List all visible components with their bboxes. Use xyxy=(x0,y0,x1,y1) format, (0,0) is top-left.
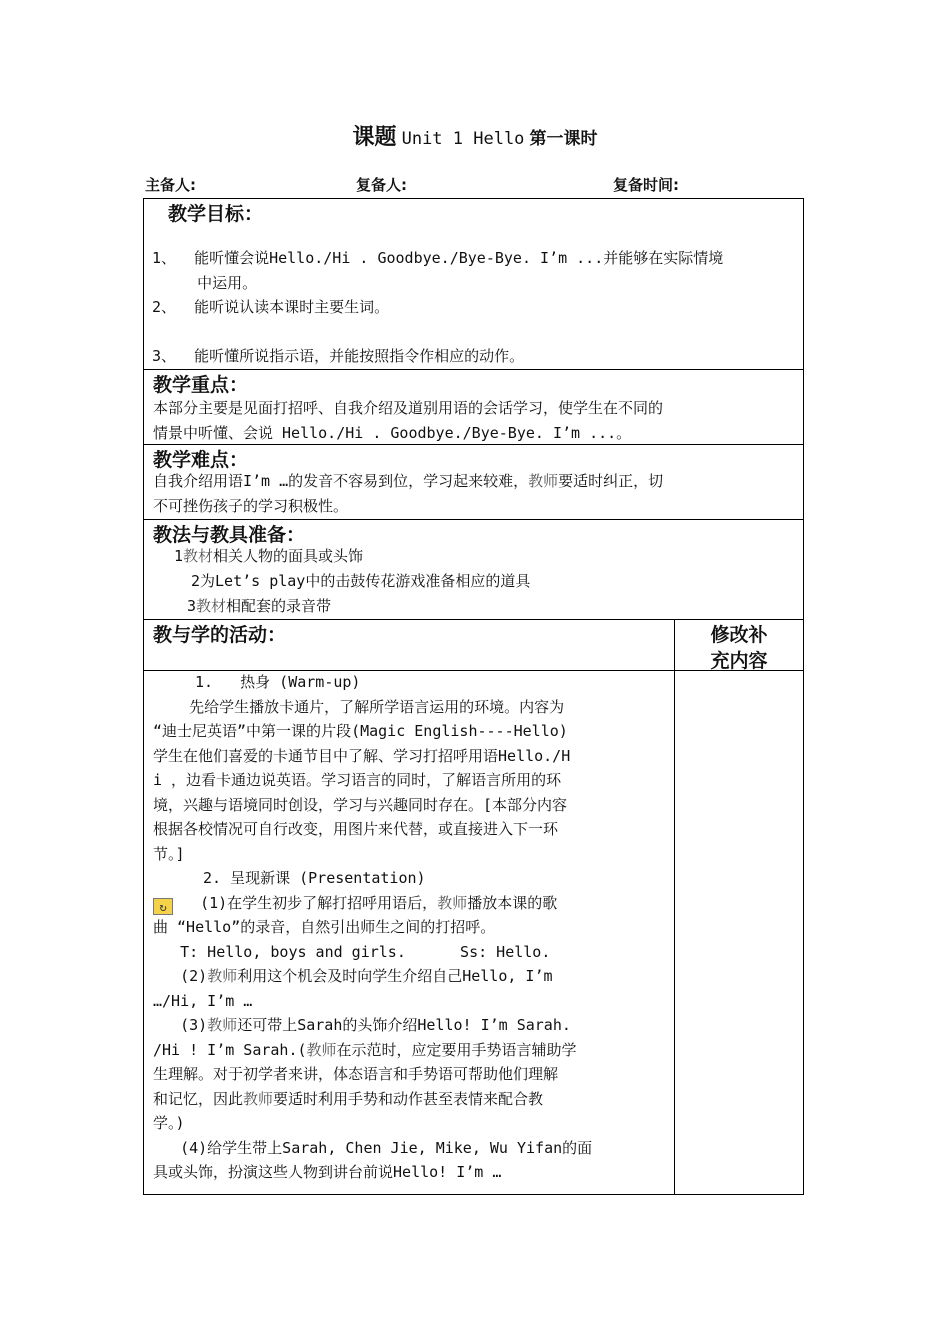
presentation-text: 和记忆，因此 xyxy=(153,1089,244,1108)
presentation-text: 还可带上Sarah的头饰介绍Hello! I’m Sarah. xyxy=(237,1016,571,1034)
presentation-text: 播放本课的歌 xyxy=(467,893,558,912)
warmup-paragraph-line: 境，兴趣与语境同时创设，学习与兴趣同时存在。[本部分内容 xyxy=(153,795,568,814)
warmup-paragraph-line: 节。] xyxy=(153,844,185,863)
notes-heading xyxy=(676,622,802,674)
objective-item: 1、 能听懂会说Hello./Hi . Goodbye./Bye-Bye. I’m ...并能够在实际情境 xyxy=(152,249,724,267)
difficulties-line xyxy=(153,469,663,494)
methods-text-part: 教材 xyxy=(196,597,227,615)
methods-section xyxy=(143,519,804,620)
key-points-heading: 教学重点： xyxy=(153,374,249,396)
presentation-text: (2) xyxy=(153,967,208,985)
difficulties-text-part: 教师 xyxy=(528,472,559,490)
review-time-label: 复备时间: xyxy=(613,176,679,194)
audio-clip-icon: ↻ xyxy=(153,898,173,915)
presentation-text: 教师 xyxy=(306,1040,337,1059)
objective-item: 3、 能听懂所说指示语，并能按照指令作相应的动作。 xyxy=(152,346,525,365)
presentation-text: 教师 xyxy=(207,967,238,985)
presentation-text: 在示范时，应定要用手势语言辅助学 xyxy=(336,1040,577,1059)
difficulties-text-part: 自我介绍用语I’m …的发音不容易到位，学习起来较难， xyxy=(153,472,529,490)
title-unit: Unit 1 Hello xyxy=(401,129,525,149)
methods-item: 2为Let’s play中的击鼓传花游戏准备相应的道具 xyxy=(191,572,531,590)
presentation-text: 教师 xyxy=(437,893,468,912)
presentation-line: 具或头饰，扮演这些人物到讲台前说Hello! I’m … xyxy=(153,1163,502,1181)
lesson-title xyxy=(0,120,950,151)
difficulties-line: 不可挫伤孩子的学习积极性。 xyxy=(153,496,349,515)
key-points-text xyxy=(153,396,663,445)
title-prefix: 课题 xyxy=(352,125,397,150)
warmup-paragraph-line: i ，边看卡通边说英语。学习语言的同时，了解语言所用的环 xyxy=(153,771,562,789)
activities-body xyxy=(153,670,673,1185)
key-points-line: 情景中听懂、会说 Hello./Hi . Goodbye./Bye-Bye. I’m ...。 xyxy=(153,423,632,442)
presentation-title: 2. 呈现新课 (Presentation) xyxy=(203,869,426,887)
difficulties-text xyxy=(153,469,663,518)
difficulties-text-part: 要适时纠正，切 xyxy=(558,472,664,490)
presentation-line xyxy=(153,891,673,916)
difficulties-section xyxy=(143,444,804,520)
lead-preparer-label: 主备人: xyxy=(145,176,196,194)
presentation-line xyxy=(153,1087,673,1112)
presentation-text: /Hi ! I’m Sarah.( xyxy=(153,1040,307,1059)
objective-item: 中运用。 xyxy=(152,273,258,292)
methods-heading: 教法与教具准备： xyxy=(153,524,306,546)
presentation-text: 利用这个机会及时向学生介绍自己Hello, I’m xyxy=(237,967,553,985)
objective-item: 2、 能听说认读本课时主要生词。 xyxy=(152,298,390,316)
presentation-line xyxy=(153,1038,673,1063)
key-points-line: 本部分主要是见面打招呼、自我介绍及道别用语的会话学习，使学生在不同的 xyxy=(153,399,664,417)
notes-column xyxy=(674,619,804,1194)
methods-number: 1 xyxy=(174,547,184,565)
notes-heading-line: 修改补 xyxy=(710,624,768,646)
presentation-text: 要适时利用手势和动作甚至表情来配合教 xyxy=(273,1089,544,1108)
presentation-line: 学。) xyxy=(153,1114,185,1132)
key-points-section xyxy=(143,369,804,445)
presentation-line xyxy=(153,964,673,989)
notes-heading-line: 充内容 xyxy=(710,650,768,672)
presentation-line: (4)给学生带上Sarah, Chen Jie, Mike, Wu Yifan的面 xyxy=(153,1138,593,1157)
methods-text-part: 教材 xyxy=(183,547,214,565)
warmup-title: 1. 热身 (Warm-up) xyxy=(195,673,361,691)
activities-heading: 教与学的活动： xyxy=(153,624,287,646)
objectives-list xyxy=(152,246,723,368)
methods-text-part: 相配套的录音带 xyxy=(226,597,332,615)
methods-item xyxy=(187,594,331,619)
presentation-line xyxy=(153,1013,673,1038)
dialog-line: T: Hello, boys and girls. Ss: Hello. xyxy=(153,942,551,961)
methods-text-part: 相关人物的面具或头饰 xyxy=(213,547,364,565)
warmup-paragraph-line: 先给学生播放卡通片，了解所学语言运用的环境。内容为 xyxy=(153,697,565,716)
presentation-text: (3) xyxy=(153,1016,208,1034)
methods-item xyxy=(174,544,363,569)
methods-number: 3 xyxy=(187,597,197,615)
title-suffix: 第一课时 xyxy=(529,129,598,149)
warmup-paragraph-line: 学生在他们喜爱的卡通节目中了解、学习打招呼用语Hello./H xyxy=(153,746,571,765)
presentation-line: 曲 “Hello”的录音，自然引出师生之间的打招呼。 xyxy=(153,918,496,936)
warmup-paragraph-line: 根据各校情况可自行改变，用图片来代替，或直接进入下一环 xyxy=(153,820,559,838)
presentation-line: …/Hi, I’m … xyxy=(153,991,253,1010)
presentation-text: (1)在学生初步了解打招呼用语后， xyxy=(173,893,438,912)
presentation-text: 教师 xyxy=(243,1089,274,1108)
difficulties-heading: 教学难点： xyxy=(153,449,249,471)
presentation-text: 教师 xyxy=(207,1016,238,1034)
presentation-line: 生理解。对于初学者来讲，体态语言和手势语可帮助他们理解 xyxy=(153,1065,559,1083)
warmup-paragraph-line: “迪士尼英语”中第一课的片段(Magic English----Hello) xyxy=(153,722,568,740)
objectives-heading: 教学目标： xyxy=(168,203,264,225)
co-preparer-label: 复备人: xyxy=(356,176,407,194)
objectives-section xyxy=(143,198,804,370)
